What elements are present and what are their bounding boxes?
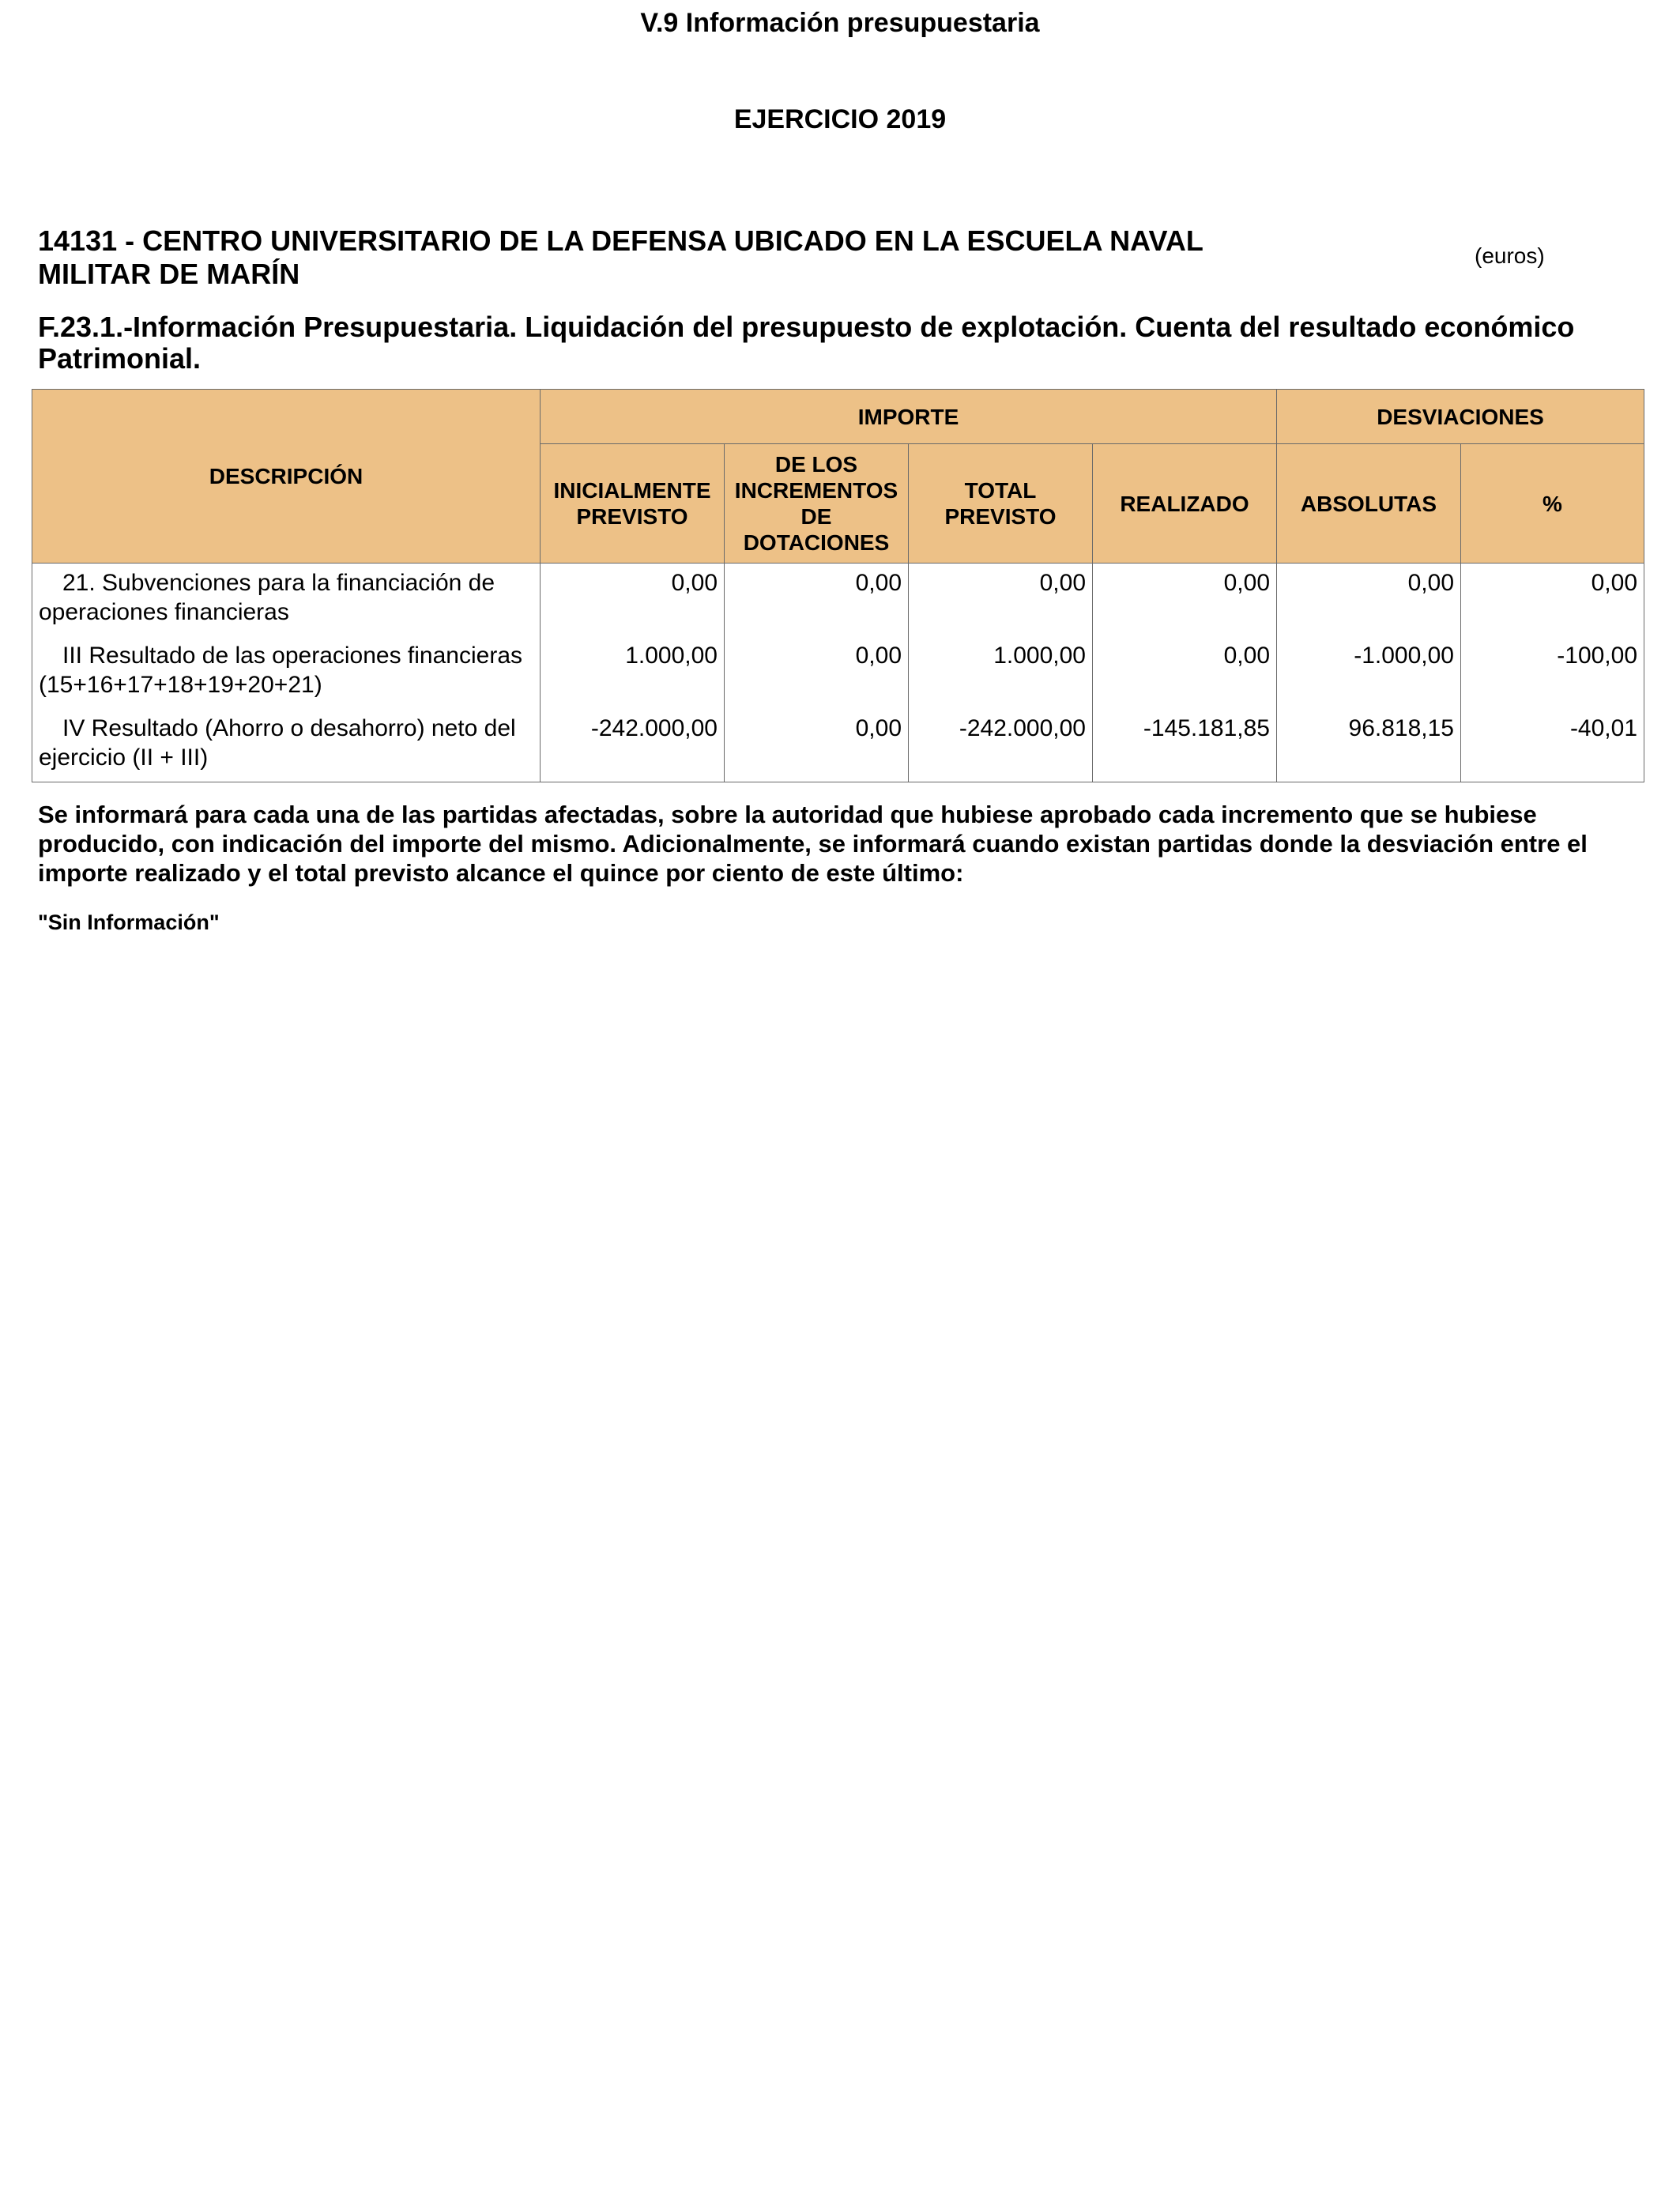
table-row xyxy=(32,564,1644,637)
note-paragraph: Se informará para cada una de las partidas afectadas, sobre la autoridad que hubiese aprobado cada incremento que se hubiese producido, con indicación del importe del mismo. Adicionalmente, se informará cuando existan partidas donde la desviación entre el importe realizado y el total previsto alcance el quince por ciento de este último: xyxy=(38,801,1588,887)
header-realizado: REALIZADO xyxy=(1093,444,1277,564)
cell-absolutas: 96.818,15 xyxy=(1277,709,1461,782)
cell-absolutas: 0,00 xyxy=(1277,564,1461,637)
cell-absolutas: -1.000,00 xyxy=(1277,636,1461,709)
table-row xyxy=(32,636,1644,709)
cell-total-previsto: 1.000,00 xyxy=(909,636,1093,709)
cell-inicialmente-previsto: -242.000,00 xyxy=(541,709,725,782)
header-inicialmente-previsto: INICIALMENTE PREVISTO xyxy=(541,444,725,564)
section-title: V.9 Información presupuestaria xyxy=(640,8,1040,38)
table-body xyxy=(32,564,1644,782)
cell-porcentaje: -100,00 xyxy=(1461,636,1644,709)
header-total-previsto: TOTAL PREVISTO xyxy=(909,444,1093,564)
cell-descripcion: IV Resultado (Ahorro o desahorro) neto del ejercicio (II + III) xyxy=(32,709,541,782)
cell-incrementos: 0,00 xyxy=(725,709,909,782)
cell-realizado: 0,00 xyxy=(1093,564,1277,637)
cell-descripcion: III Resultado de las operaciones financieras (15+16+17+18+19+20+21) xyxy=(32,636,541,709)
header-porcentaje: % xyxy=(1461,444,1644,564)
cell-descripcion: 21. Subvenciones para la financiación de operaciones financieras xyxy=(32,564,541,637)
cell-porcentaje: 0,00 xyxy=(1461,564,1644,637)
cell-realizado: 0,00 xyxy=(1093,636,1277,709)
cell-inicialmente-previsto: 0,00 xyxy=(541,564,725,637)
header-desviaciones: DESVIACIONES xyxy=(1277,390,1644,444)
no-info-text: "Sin Información" xyxy=(38,910,220,934)
cell-total-previsto: -242.000,00 xyxy=(909,709,1093,782)
cell-inicialmente-previsto: 1.000,00 xyxy=(541,636,725,709)
budget-table xyxy=(32,389,1644,782)
year-title: EJERCICIO 2019 xyxy=(733,104,947,134)
header-incrementos: DE LOS INCREMENTOS DE DOTACIONES xyxy=(725,444,909,564)
cell-realizado: -145.181,85 xyxy=(1093,709,1277,782)
cell-porcentaje: -40,01 xyxy=(1461,709,1644,782)
cell-incrementos: 0,00 xyxy=(725,636,909,709)
table-header xyxy=(32,390,1644,564)
cell-total-previsto: 0,00 xyxy=(909,564,1093,637)
entity-title: 14131 - CENTRO UNIVERSITARIO DE LA DEFENSA UBICADO EN LA ESCUELA NAVAL MILITAR DE MARÍN xyxy=(38,224,1203,290)
cell-incrementos: 0,00 xyxy=(725,564,909,637)
header-descripcion: DESCRIPCIÓN xyxy=(32,390,541,564)
header-absolutas: ABSOLUTAS xyxy=(1277,444,1461,564)
units-label: (euros) xyxy=(1475,243,1545,268)
header-importe: IMPORTE xyxy=(541,390,1277,444)
table-row xyxy=(32,709,1644,782)
form-title: F.23.1.-Información Presupuestaria. Liquidación del presupuesto de explotación. Cuenta del resultado económico Patrimonial. xyxy=(38,311,1575,375)
